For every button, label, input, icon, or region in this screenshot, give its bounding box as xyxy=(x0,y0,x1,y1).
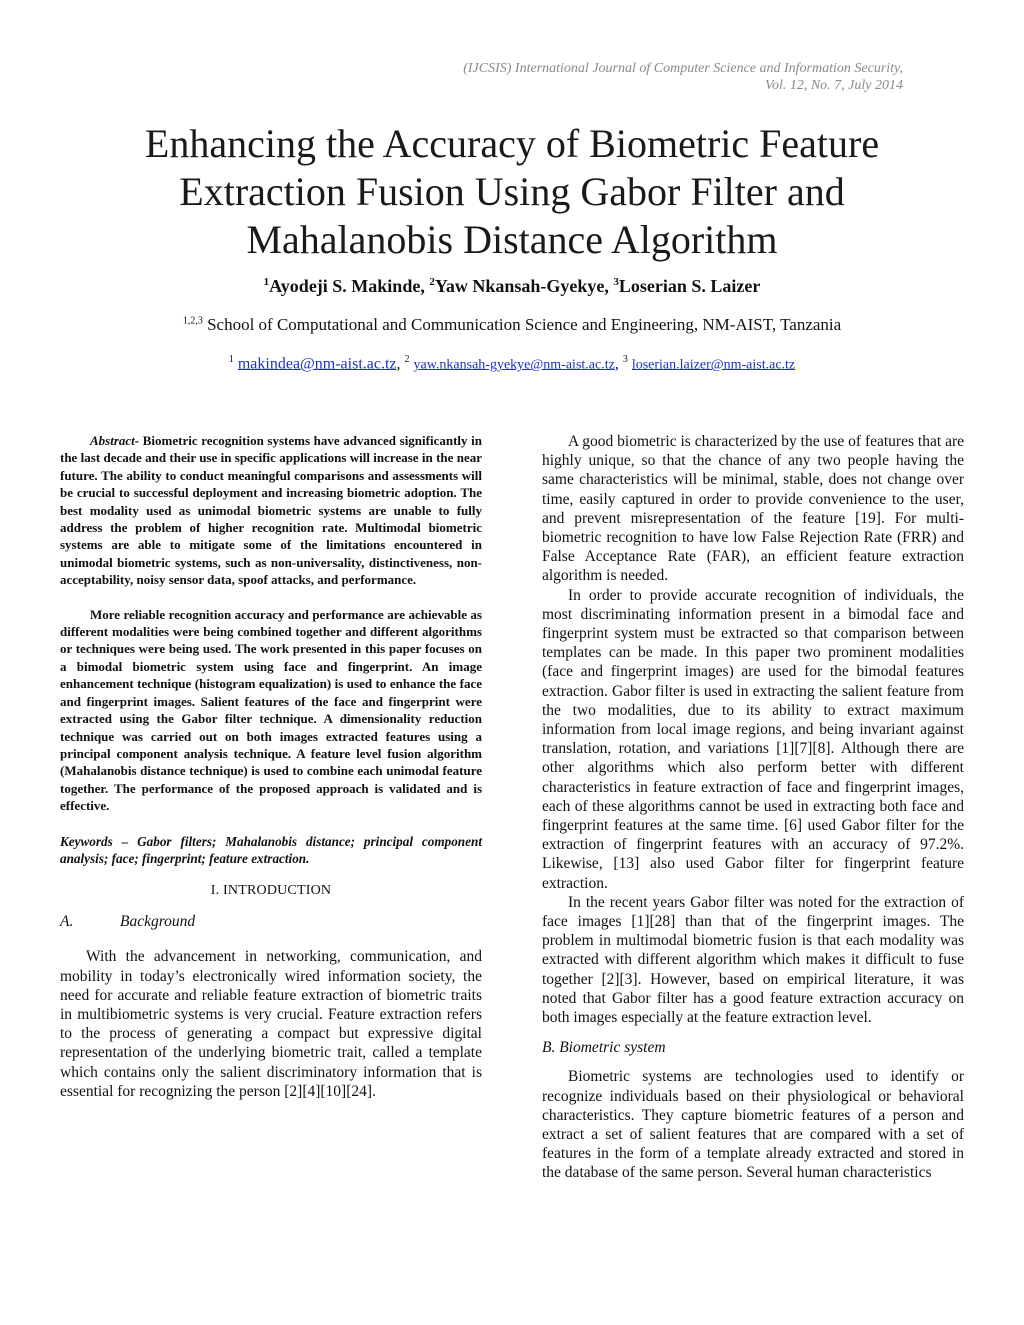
right-paragraph-2: In order to provide accurate recognition of individuals, the most discriminating information present in a bimodal face and fingerprint system must be extracted so that comparison between templates can be made. In this paper two prominent modalities (face and fingerprint images) are used for the bimodal features extraction. Gabor filter is used in extracting the salient feature from the two modalities, due to its ability to extract maximum information from local image regions, and being invariant against translation, rotation, and variations [1][7][8]. Although there are other algorithms which also perform better with different characteristics in feature extraction of face and fingerprint images, each of these algorithms cannot be used in extracting both face and fingerprint features at the same time. [6] used Gabor filter for the extraction of fingerprint features with an accuracy of 97.2%. Likewise, [13] also used Gabor filter for fingerprint feature extraction. xyxy=(542,586,964,892)
affiliation-sup: 1,2,3 xyxy=(182,315,203,327)
paper-title xyxy=(0,120,1024,264)
email-1-sup: 1 xyxy=(228,354,234,365)
subsection-title: Background xyxy=(120,913,196,931)
section-heading-introduction: I. INTRODUCTION xyxy=(210,883,332,899)
background-paragraph: With the advancement in networking, communication, and mobility in today’s electronically wired information society, the need for accurate and reliable feature extraction of biometric traits in multibiometric systems is very crucial. Feature extraction refers to the process of generating a compact but expressive digital representation of the underlying biometric trait, called a template which contains only the salient discriminatory information that is essential for recognizing the person [2][4][10][24]. xyxy=(60,948,482,1100)
email-separator: , xyxy=(396,355,405,373)
right-paragraph-3: In the recent years Gabor filter was noted for the extraction of face images [1][28] than that of the fingerprint images. The problem in multimodal biometric fusion is that each modality was extracted with different algorithm which makes it difficult to fuse together [2][3]. However, based on empirical literature, it was noted that Gabor filter has a good feature extraction accuracy on both images especially at the feature extraction level. xyxy=(542,893,964,1027)
author-2-sup: 2 xyxy=(429,276,435,288)
keywords: Keywords – Gabor filters; Mahalanobis distance; principal component analysis; face; fingerprint; feature extraction. xyxy=(60,833,482,866)
subsection-heading-background xyxy=(60,913,482,931)
right-paragraph-4: Biometric systems are technologies used to identify or recognize individuals based on their physiological or behavioral characteristics. They capture biometric features of a person and extract a set of salient features that are compared with a set of features in the form of a template already extracted and stored in the database of the same person. Several human characteristics xyxy=(542,1068,964,1182)
right-column xyxy=(542,432,964,1183)
abstract-paragraph-2: More reliable recognition accuracy and performance are achievable as different modalities were being combined together and different algorithms or techniques were being used. The work presented in this paper focuses on a bimodal biometric system using face and fingerprint. An image enhancement technique (histogram equalization) is used to enhance the face and fingerprint images. Salient features of the face and fingerprint were extracted using the Gabor filter technique. A dimensionality reduction technique was carried out on both images extracted features using a principal component analysis technique. A feature level fusion algorithm (Mahalanobis distance technique) is used to combine each unimodal feature together. The performance of the proposed approach is validated and is effective. xyxy=(60,606,482,814)
email-link-2[interactable]: yaw.nkansah-gyekye@nm-aist.ac.tz xyxy=(413,357,615,373)
email-link-1[interactable]: makindea@nm-aist.ac.tz xyxy=(237,355,397,373)
abstract-paragraph-1 xyxy=(60,432,482,589)
subsection-number: A. xyxy=(60,913,74,931)
author-2: Yaw Nkansah-Gyekye, xyxy=(434,276,614,296)
author-list xyxy=(0,276,1024,297)
affiliation xyxy=(0,315,1024,335)
title-line-1: Enhancing the Accuracy of Biometric Feature xyxy=(144,121,880,166)
title-line-3: Mahalanobis Distance Algorithm xyxy=(246,217,778,262)
author-1: Ayodeji S. Makinde, xyxy=(269,276,430,296)
journal-line-1: (IJCSIS) International Journal of Computer Science and Information Security, xyxy=(463,61,903,76)
email-link-3[interactable]: loserian.laizer@nm-aist.ac.tz xyxy=(631,357,796,373)
title-line-2: Extraction Fusion Using Gabor Filter and xyxy=(179,169,845,214)
right-paragraph-1: A good biometric is characterized by the use of features that are highly unique, so that the chance of any two people having the same characteristics will be minimal, stable, does not change over time, easily captured in order to provide convenience to the user, and prevent misrepresentation of the feature [19]. For multi-biometric recognition to have low False Rejection Rate (FRR) and False Acceptance Rate (FAR), an efficient feature extraction algorithm is needed. xyxy=(542,433,964,585)
subsection-heading-biometric-system: B. Biometric system xyxy=(542,1039,666,1057)
author-3-sup: 3 xyxy=(613,276,619,288)
affiliation-text: School of Computational and Communication Science and Engineering, NM-AIST, Tanzania xyxy=(202,315,842,334)
email-2-sup: 2 xyxy=(404,354,410,365)
author-1-sup: 1 xyxy=(263,276,270,288)
journal-line-2: Vol. 12, No. 7, July 2014 xyxy=(764,78,903,93)
email-separator: , xyxy=(614,355,623,373)
left-column xyxy=(60,432,482,1101)
email-3-sup: 3 xyxy=(622,354,628,365)
abstract-text-1: Biometric recognition systems have advanced significantly in the last decade and their use in specific applications will increase in the near future. The ability to conduct meaningful comparisons and assessments will be crucial to successful deployment and increasing biometric adoption. The best modality used as unimodal biometric systems are unable to fully address the problem of higher recognition rate. Multimodal biometric systems are able to mitigate some of the limitations encountered in unimodal biometric systems, such as non-universality, distinctiveness, non-acceptability, noisy sensor data, spoof attacks, and performance. xyxy=(60,433,482,588)
journal-header xyxy=(463,60,903,94)
author-3: Loserian S. Laizer xyxy=(618,276,761,296)
abstract-label: Abstract- xyxy=(90,433,140,448)
email-list xyxy=(0,354,1024,373)
